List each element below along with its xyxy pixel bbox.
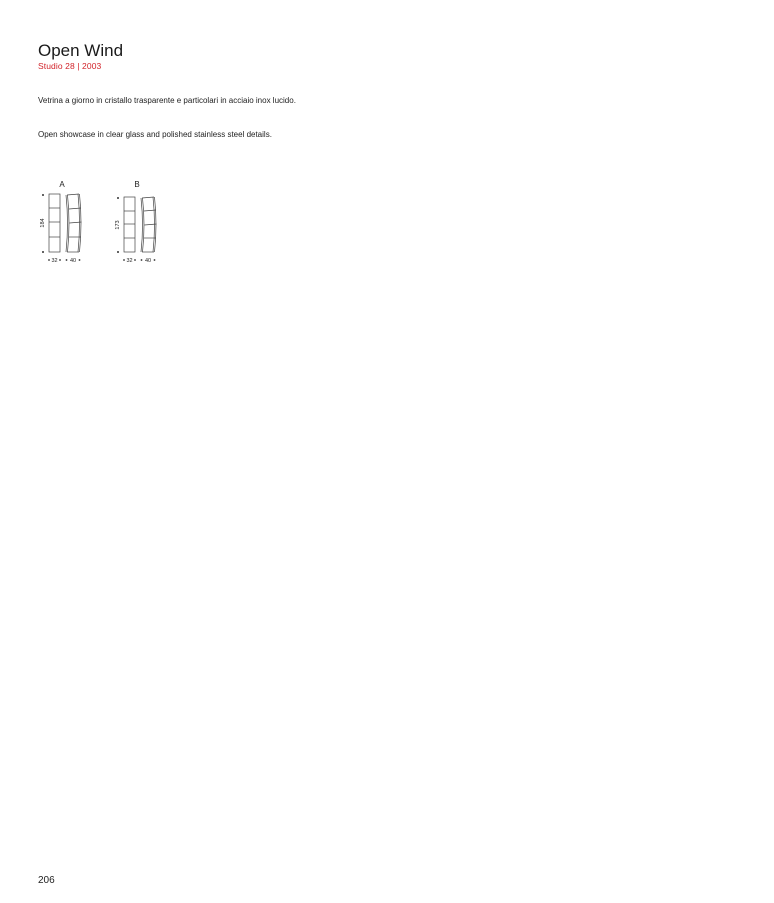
side-view-b <box>124 197 135 252</box>
product-dimension-diagram <box>30 174 180 269</box>
dimension-marker <box>79 259 81 261</box>
front-view-a <box>66 194 82 252</box>
dimension-marker <box>66 259 68 261</box>
dimension-marker <box>154 259 156 261</box>
width-dimension-a: 40 <box>69 258 77 264</box>
designer-year: Studio 28 | 2003 <box>38 61 102 71</box>
variant-b <box>115 180 157 264</box>
dimension-marker <box>42 251 44 253</box>
variant-label-a: A <box>59 180 65 189</box>
description-english: Open showcase in clear glass and polished stainless steel details. <box>38 130 272 139</box>
width-dimension-b: 40 <box>144 258 152 264</box>
page-title: Open Wind <box>38 41 124 60</box>
dimension-marker <box>117 197 119 199</box>
dimension-marker <box>48 259 50 261</box>
variant-label-b: B <box>134 180 140 189</box>
depth-dimension-a: 32 <box>51 258 58 264</box>
description-italian: Vetrina a giorno in cristallo trasparente e particolari in acciaio inox lucido. <box>38 96 296 105</box>
height-dimension-a: 184 <box>40 218 46 228</box>
page-number: 206 <box>38 875 55 886</box>
front-view-b <box>141 197 157 252</box>
dimension-marker <box>117 251 119 253</box>
height-dimension-b: 173 <box>115 220 121 230</box>
dimension-marker <box>134 259 136 261</box>
depth-dimension-b: 32 <box>126 258 133 264</box>
dimension-marker <box>141 259 143 261</box>
side-view-a <box>49 194 60 252</box>
dimension-marker <box>59 259 61 261</box>
dimension-marker <box>42 194 44 196</box>
dimension-marker <box>123 259 125 261</box>
variant-a <box>40 180 82 264</box>
